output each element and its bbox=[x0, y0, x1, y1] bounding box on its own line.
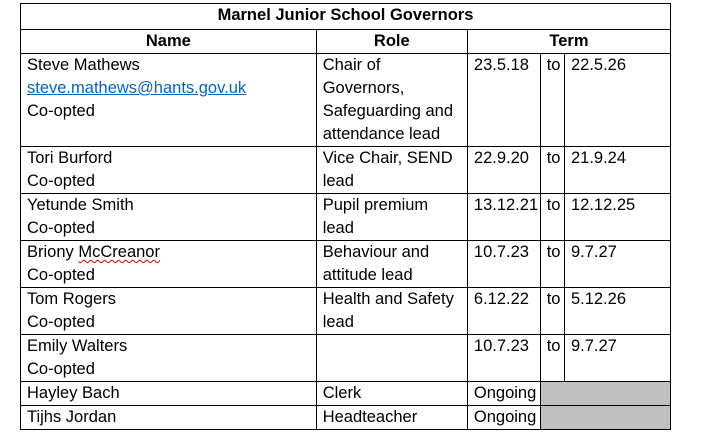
term-to: to bbox=[540, 54, 564, 147]
name-last-misspelled: McCreanor bbox=[78, 243, 160, 261]
governors-table bbox=[20, 3, 671, 430]
name-cell bbox=[21, 194, 317, 241]
name-cell bbox=[21, 288, 317, 335]
name-cell bbox=[21, 335, 317, 382]
title-row bbox=[21, 4, 671, 30]
name-cell bbox=[21, 241, 317, 288]
name-cell bbox=[21, 147, 317, 194]
role-line: attitude lead bbox=[322, 266, 413, 284]
term-to: to bbox=[540, 194, 564, 241]
term-end: 5.12.26 bbox=[564, 288, 670, 335]
role-line: Chair of bbox=[322, 56, 381, 74]
governor-name: Emily Walters bbox=[27, 337, 128, 355]
term-to: to bbox=[540, 335, 564, 382]
term-start: 13.12.21 bbox=[467, 194, 540, 241]
table-row bbox=[21, 194, 671, 241]
role-line: lead bbox=[322, 219, 354, 237]
header-name: Name bbox=[21, 30, 317, 54]
governor-name: Tori Burford bbox=[27, 149, 113, 167]
role-line: Governors, bbox=[322, 79, 405, 97]
term-to: to bbox=[540, 288, 564, 335]
governor-name bbox=[27, 241, 310, 264]
term-start: 23.5.18 bbox=[467, 54, 540, 147]
role-line: Safeguarding and bbox=[322, 102, 453, 120]
role-cell: Headteacher bbox=[316, 406, 467, 430]
name-cell: Tijhs Jordan bbox=[21, 406, 317, 430]
governor-name: Tom Rogers bbox=[27, 290, 116, 308]
governor-name: Yetunde Smith bbox=[27, 196, 134, 214]
table-row bbox=[21, 335, 671, 382]
term-end: 21.9.24 bbox=[564, 147, 670, 194]
role-cell: Clerk bbox=[316, 382, 467, 406]
table-row bbox=[21, 54, 671, 147]
name-cell bbox=[21, 54, 317, 147]
table-title: Marnel Junior School Governors bbox=[21, 4, 671, 30]
email-link[interactable]: steve.mathews@hants.gov.uk bbox=[27, 79, 247, 97]
term-to: to bbox=[540, 241, 564, 288]
governor-type: Co-opted bbox=[27, 219, 95, 237]
role-cell bbox=[316, 288, 467, 335]
role-line: lead bbox=[322, 313, 354, 331]
role-line: Pupil premium bbox=[322, 196, 429, 214]
name-cell: Hayley Bach bbox=[21, 382, 317, 406]
term-end: 9.7.27 bbox=[564, 335, 670, 382]
term-end: 9.7.27 bbox=[564, 241, 670, 288]
table-row bbox=[21, 288, 671, 335]
role-line: attendance lead bbox=[322, 125, 441, 143]
governor-type: Co-opted bbox=[27, 102, 95, 120]
role-line: Behaviour and bbox=[322, 243, 430, 261]
header-term: Term bbox=[467, 30, 670, 54]
term-ongoing: Ongoing bbox=[467, 406, 540, 430]
governor-name: Steve Mathews bbox=[27, 56, 140, 74]
role-line: Vice Chair, SEND bbox=[322, 149, 453, 167]
governor-type: Co-opted bbox=[27, 313, 95, 331]
header-row bbox=[21, 30, 671, 54]
term-end: 12.12.25 bbox=[564, 194, 670, 241]
table-row bbox=[21, 241, 671, 288]
governor-type: Co-opted bbox=[27, 172, 95, 190]
name-first: Briony bbox=[27, 243, 74, 261]
governor-type: Co-opted bbox=[27, 360, 95, 378]
role-line: lead bbox=[322, 172, 354, 190]
role-cell bbox=[316, 335, 467, 382]
term-start: 10.7.23 bbox=[467, 335, 540, 382]
role-cell bbox=[316, 241, 467, 288]
shaded-cell bbox=[540, 382, 670, 406]
header-role: Role bbox=[316, 30, 467, 54]
term-start: 6.12.22 bbox=[467, 288, 540, 335]
term-end: 22.5.26 bbox=[564, 54, 670, 147]
shaded-cell bbox=[540, 406, 670, 430]
term-ongoing: Ongoing bbox=[467, 382, 540, 406]
table-row bbox=[21, 147, 671, 194]
role-cell bbox=[316, 54, 467, 147]
table-row bbox=[21, 382, 671, 406]
role-line: Health and Safety bbox=[322, 290, 454, 308]
table-row bbox=[21, 406, 671, 430]
term-start: 22.9.20 bbox=[467, 147, 540, 194]
term-start: 10.7.23 bbox=[467, 241, 540, 288]
role-cell bbox=[316, 194, 467, 241]
term-to: to bbox=[540, 147, 564, 194]
governor-type: Co-opted bbox=[27, 266, 95, 284]
role-cell bbox=[316, 147, 467, 194]
